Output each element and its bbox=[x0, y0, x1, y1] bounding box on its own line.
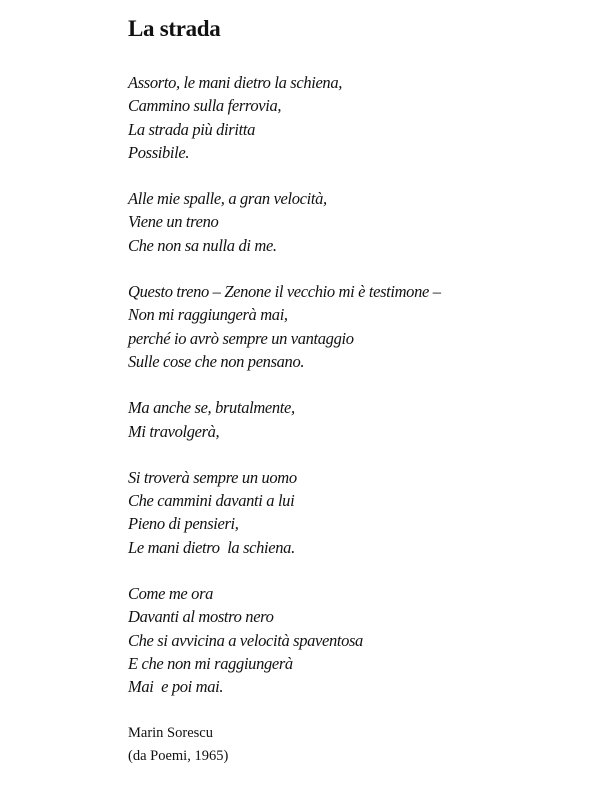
poem-line: Sulle cose che non pensano. bbox=[128, 351, 305, 371]
poem-line: Questo treno – Zenone il vecchio mi è testimone – bbox=[128, 282, 441, 302]
stanza-3 bbox=[128, 280, 588, 373]
poem-line: Alle mie spalle, a gran velocità, bbox=[128, 189, 327, 209]
poem-line: Ma anche se, brutalmente, bbox=[128, 398, 295, 418]
poem-line: Viene un treno bbox=[128, 212, 219, 232]
poem-line: Le mani dietro la schiena. bbox=[128, 537, 295, 557]
poem-line: Davanti al mostro nero bbox=[128, 607, 274, 627]
poem-line: E che non mi raggiungerà bbox=[128, 653, 293, 673]
poem-line: Che si avvicina a velocità spaventosa bbox=[128, 630, 363, 650]
poem-body bbox=[128, 71, 588, 699]
poem-line: Mai e poi mai. bbox=[128, 677, 224, 697]
poem-line: Come me ora bbox=[128, 584, 214, 604]
document-page bbox=[128, 14, 588, 769]
poem-line: Pieno di pensieri, bbox=[128, 514, 239, 534]
attribution bbox=[128, 722, 588, 769]
author-name: Marin Sorescu bbox=[128, 724, 213, 741]
poem-line: Mi travolgerà, bbox=[128, 421, 220, 441]
poem-title: La strada bbox=[128, 16, 221, 41]
poem-line: Assorto, le mani dietro la schiena, bbox=[128, 73, 342, 92]
stanza-4 bbox=[128, 396, 588, 443]
stanza-5 bbox=[128, 466, 588, 559]
poem-line: perché io avrò sempre un vantaggio bbox=[128, 328, 354, 348]
stanza-1 bbox=[128, 71, 588, 164]
source-citation: (da Poemi, 1965) bbox=[128, 748, 229, 765]
stanza-6 bbox=[128, 582, 588, 698]
poem-line: Possibile. bbox=[128, 142, 190, 162]
poem-line: Che cammini davanti a lui bbox=[128, 491, 295, 511]
poem-line: Si troverà sempre un uomo bbox=[128, 467, 297, 487]
poem-line: Che non sa nulla di me. bbox=[128, 235, 277, 255]
poem-line: Cammino sulla ferrovia, bbox=[128, 96, 282, 116]
stanza-2 bbox=[128, 187, 588, 257]
poem-line: La strada più diritta bbox=[128, 119, 255, 139]
poem-line: Non mi raggiungerà mai, bbox=[128, 305, 288, 325]
